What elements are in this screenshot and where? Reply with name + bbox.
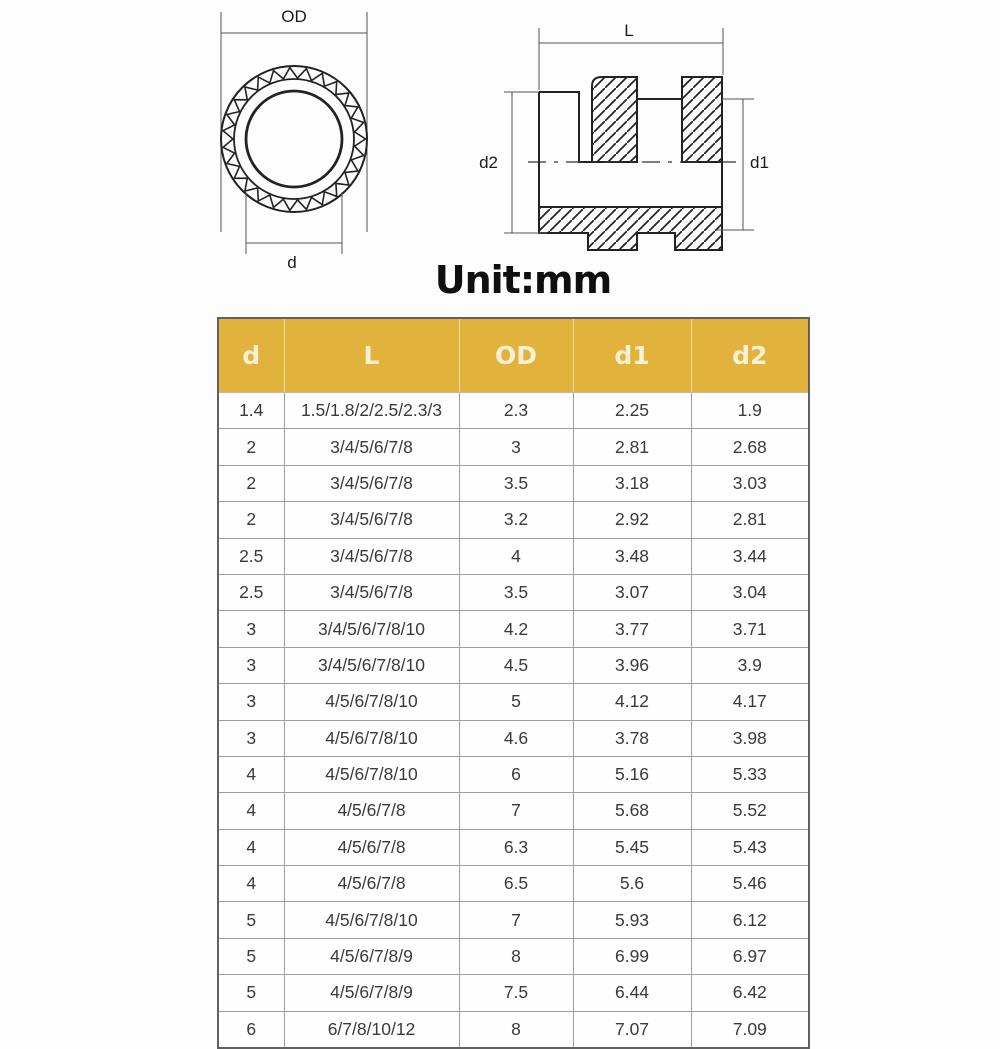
table-cell: 4/5/6/7/8/9 bbox=[284, 975, 459, 1011]
table-cell: 3 bbox=[459, 429, 573, 465]
unit-label: Unit:mm bbox=[434, 258, 612, 302]
table-cell: 3/4/5/6/7/8/10 bbox=[284, 647, 459, 683]
table-cell: 4 bbox=[218, 756, 284, 792]
table-cell: 6/7/8/10/12 bbox=[284, 1011, 459, 1048]
table-cell: 5.33 bbox=[691, 756, 809, 792]
table-header-row bbox=[218, 318, 809, 393]
left-knurl-band-section bbox=[592, 77, 637, 162]
table-cell: 3.44 bbox=[691, 538, 809, 574]
table-cell: 4 bbox=[459, 538, 573, 574]
table-cell: 4/5/6/7/8/10 bbox=[284, 902, 459, 938]
table-cell: 7 bbox=[459, 902, 573, 938]
table-cell: 4.17 bbox=[691, 684, 809, 720]
bottom-flange-section bbox=[539, 207, 722, 250]
table-row bbox=[218, 429, 809, 465]
column-header-d: d bbox=[218, 318, 284, 393]
table-cell: 5 bbox=[218, 902, 284, 938]
table-row bbox=[218, 720, 809, 756]
table-cell: 2.3 bbox=[459, 393, 573, 429]
table-row bbox=[218, 829, 809, 865]
table-cell: 3/4/5/6/7/8 bbox=[284, 465, 459, 501]
table-cell: 3/4/5/6/7/8 bbox=[284, 538, 459, 574]
d-label: d bbox=[287, 253, 297, 272]
table-cell: 3.18 bbox=[573, 465, 691, 501]
table-cell: 3.98 bbox=[691, 720, 809, 756]
table-cell: 2 bbox=[218, 465, 284, 501]
table-cell: 4.2 bbox=[459, 611, 573, 647]
od-label: OD bbox=[281, 7, 307, 26]
table-cell: 4/5/6/7/8 bbox=[284, 866, 459, 902]
table-cell: 6.3 bbox=[459, 829, 573, 865]
table-cell: 5 bbox=[459, 684, 573, 720]
table-row bbox=[218, 465, 809, 501]
column-header-d1: d1 bbox=[573, 318, 691, 393]
table-row bbox=[218, 538, 809, 574]
table-cell: 3/4/5/6/7/8 bbox=[284, 502, 459, 538]
column-header-d2: d2 bbox=[691, 318, 809, 393]
table-cell: 2.92 bbox=[573, 502, 691, 538]
table-cell: 4 bbox=[218, 866, 284, 902]
table-cell: 7 bbox=[459, 793, 573, 829]
table-cell: 6.5 bbox=[459, 866, 573, 902]
table-cell: 2.5 bbox=[218, 574, 284, 610]
outer-circle bbox=[221, 66, 367, 212]
knurl-inner-circle bbox=[234, 79, 354, 199]
table-cell: 5.93 bbox=[573, 902, 691, 938]
table-cell: 3.03 bbox=[691, 465, 809, 501]
right-knurl-band-section bbox=[682, 77, 722, 162]
table-cell: 2.81 bbox=[573, 429, 691, 465]
table-row bbox=[218, 1011, 809, 1048]
table-cell: 2.81 bbox=[691, 502, 809, 538]
table-cell: 4/5/6/7/8/9 bbox=[284, 938, 459, 974]
table-cell: 6 bbox=[218, 1011, 284, 1048]
table-cell: 3.07 bbox=[573, 574, 691, 610]
table-cell: 5 bbox=[218, 975, 284, 1011]
d1-label: d1 bbox=[750, 153, 769, 172]
table-cell: 2 bbox=[218, 502, 284, 538]
table-row bbox=[218, 975, 809, 1011]
dimension-table bbox=[217, 317, 810, 1049]
table-cell: 6.44 bbox=[573, 975, 691, 1011]
table-cell: 4/5/6/7/8 bbox=[284, 793, 459, 829]
table-cell: 6 bbox=[459, 756, 573, 792]
column-header-od: OD bbox=[459, 318, 573, 393]
table-cell: 7.07 bbox=[573, 1011, 691, 1048]
table-cell: 2.68 bbox=[691, 429, 809, 465]
table-cell: 4.5 bbox=[459, 647, 573, 683]
table-row bbox=[218, 574, 809, 610]
table-cell: 4.12 bbox=[573, 684, 691, 720]
table-cell: 4 bbox=[218, 829, 284, 865]
table-cell: 1.5/1.8/2/2.5/2.3/3 bbox=[284, 393, 459, 429]
table-cell: 2 bbox=[218, 429, 284, 465]
table-cell: 4/5/6/7/8/10 bbox=[284, 684, 459, 720]
table-row bbox=[218, 938, 809, 974]
table-cell: 5.68 bbox=[573, 793, 691, 829]
table-cell: 8 bbox=[459, 1011, 573, 1048]
table-cell: 3/4/5/6/7/8/10 bbox=[284, 611, 459, 647]
table-cell: 6.97 bbox=[691, 938, 809, 974]
table-row bbox=[218, 793, 809, 829]
table-cell: 3.71 bbox=[691, 611, 809, 647]
table-cell: 4 bbox=[218, 793, 284, 829]
table-cell: 4/5/6/7/8 bbox=[284, 829, 459, 865]
table-row bbox=[218, 393, 809, 429]
table-cell: 4/5/6/7/8/10 bbox=[284, 756, 459, 792]
table-cell: 5.6 bbox=[573, 866, 691, 902]
table-cell: 6.42 bbox=[691, 975, 809, 1011]
section-view-drawing bbox=[470, 0, 790, 265]
table-cell: 3.5 bbox=[459, 465, 573, 501]
table-cell: 3 bbox=[218, 611, 284, 647]
table-row bbox=[218, 684, 809, 720]
d2-label: d2 bbox=[479, 153, 498, 172]
column-header-l: L bbox=[284, 318, 459, 393]
table-cell: 3 bbox=[218, 684, 284, 720]
table-cell: 3.5 bbox=[459, 574, 573, 610]
table-cell: 4/5/6/7/8/10 bbox=[284, 720, 459, 756]
table-cell: 7.09 bbox=[691, 1011, 809, 1048]
l-label: L bbox=[624, 21, 634, 40]
table-cell: 5.46 bbox=[691, 866, 809, 902]
table-cell: 3.78 bbox=[573, 720, 691, 756]
table-cell: 3.9 bbox=[691, 647, 809, 683]
table-cell: 7.5 bbox=[459, 975, 573, 1011]
bore-circle bbox=[246, 91, 342, 187]
table-cell: 6.12 bbox=[691, 902, 809, 938]
top-view-drawing bbox=[170, 0, 410, 285]
table-cell: 3 bbox=[218, 720, 284, 756]
table-row bbox=[218, 866, 809, 902]
table-cell: 2.25 bbox=[573, 393, 691, 429]
table-cell: 1.4 bbox=[218, 393, 284, 429]
table-cell: 3.2 bbox=[459, 502, 573, 538]
table-cell: 5 bbox=[218, 938, 284, 974]
table-cell: 3.48 bbox=[573, 538, 691, 574]
table-cell: 5.43 bbox=[691, 829, 809, 865]
table-cell: 3 bbox=[218, 647, 284, 683]
table-cell: 5.52 bbox=[691, 793, 809, 829]
table-cell: 3/4/5/6/7/8 bbox=[284, 574, 459, 610]
table-cell: 8 bbox=[459, 938, 573, 974]
table-cell: 1.9 bbox=[691, 393, 809, 429]
table-row bbox=[218, 611, 809, 647]
table-cell: 2.5 bbox=[218, 538, 284, 574]
knurl-teeth-ring bbox=[223, 68, 366, 211]
table-cell: 6.99 bbox=[573, 938, 691, 974]
table-cell: 3/4/5/6/7/8 bbox=[284, 429, 459, 465]
table-row bbox=[218, 902, 809, 938]
table-cell: 3.04 bbox=[691, 574, 809, 610]
table-cell: 5.16 bbox=[573, 756, 691, 792]
table-row bbox=[218, 756, 809, 792]
table-cell: 3.96 bbox=[573, 647, 691, 683]
table-row bbox=[218, 647, 809, 683]
table-cell: 4.6 bbox=[459, 720, 573, 756]
table-cell: 5.45 bbox=[573, 829, 691, 865]
table-row bbox=[218, 502, 809, 538]
table-cell: 3.77 bbox=[573, 611, 691, 647]
